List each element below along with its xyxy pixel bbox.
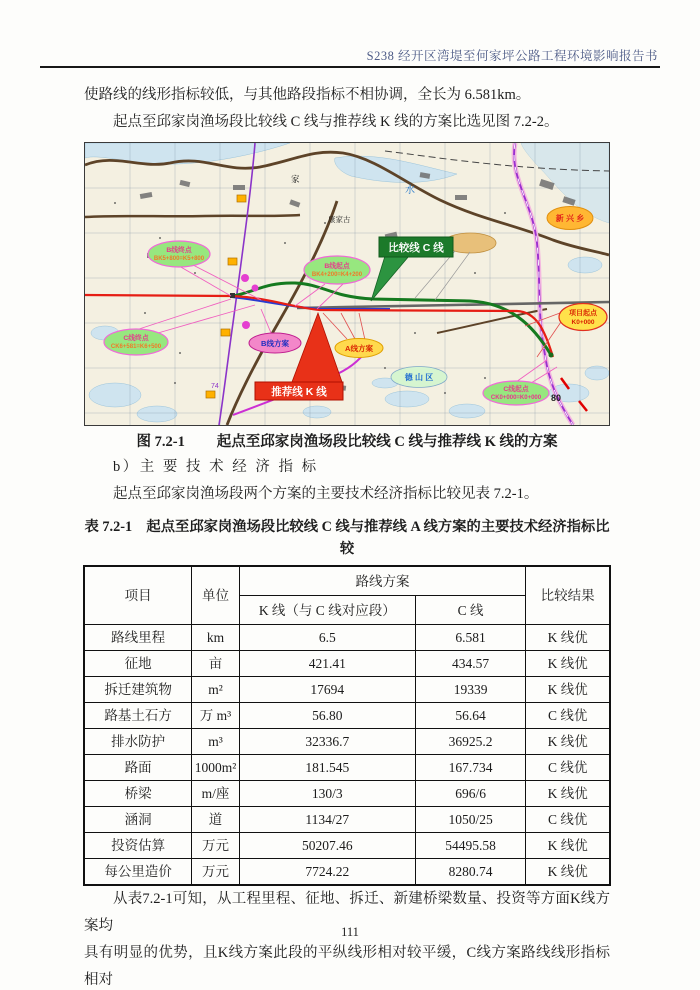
map-label-jia: 家 <box>291 174 300 184</box>
cell-c: 8280.74 <box>415 859 525 886</box>
cell-unit: m³ <box>192 729 239 755</box>
table-row <box>84 651 610 677</box>
cell-c: 6.581 <box>415 625 525 651</box>
cell-item: 投资估算 <box>84 833 192 859</box>
cell-unit: m/座 <box>192 781 239 807</box>
col-header-plan-group: 路线方案 <box>239 566 526 596</box>
svg-text:B线终点: B线终点 <box>166 247 192 254</box>
junction-east <box>549 353 554 358</box>
map-label-74: 74 <box>211 383 219 390</box>
col-header-item: 项目 <box>84 566 192 625</box>
svg-text:德 山 区: 德 山 区 <box>404 373 434 382</box>
header-rule <box>40 66 660 68</box>
paragraph-1: 使路线的线形指标较低，与其他路段指标不相协调，全长为 6.581km。 <box>84 87 531 103</box>
cell-c: 36925.2 <box>415 729 525 755</box>
cell-c: 1050/25 <box>415 807 525 833</box>
cell-item: 征地 <box>84 651 192 677</box>
cell-k: 32336.7 <box>239 729 415 755</box>
cell-result: C 线优 <box>526 755 610 781</box>
callout-xinxing <box>547 207 593 230</box>
comparison-table <box>83 565 611 886</box>
cell-unit: 亩 <box>192 651 239 677</box>
callout-b-start <box>304 256 370 284</box>
cell-unit: 1000m² <box>192 755 239 781</box>
paragraph-2: 起点至邱家岗渔场段比较线 C 线与推荐线 K 线的方案比选见图 7.2-2。 <box>113 114 559 130</box>
cell-unit: 万元 <box>192 859 239 886</box>
col-header-c-line: C 线 <box>415 596 525 625</box>
cell-result: K 线优 <box>526 859 610 886</box>
route-map-svg <box>85 143 609 425</box>
callout-deshan <box>391 367 447 388</box>
figure-caption-text: 起点至邱家岗渔场段比较线 C 线与推荐线 K 线的方案 <box>216 434 558 450</box>
table-row <box>84 807 610 833</box>
cell-k: 56.80 <box>239 703 415 729</box>
svg-text:项目起点: 项目起点 <box>569 310 597 317</box>
paragraph-3: b）主 要 技 术 经 济 指 标 <box>113 459 319 475</box>
table-row <box>84 833 610 859</box>
cell-result: C 线优 <box>526 703 610 729</box>
cell-c: 696/6 <box>415 781 525 807</box>
cell-result: C 线优 <box>526 807 610 833</box>
col-header-result: 比较结果 <box>526 566 610 625</box>
cell-c: 19339 <box>415 677 525 703</box>
figure-map <box>84 142 610 426</box>
banner-c-label: 比较线 C 线 <box>388 242 444 254</box>
map-label-kangjiagu: 康家古 <box>328 215 351 224</box>
cell-result: K 线优 <box>526 625 610 651</box>
col-header-k-line: K 线（与 C 线对应段） <box>239 596 415 625</box>
cell-k: 6.5 <box>239 625 415 651</box>
cell-c: 167.734 <box>415 755 525 781</box>
svg-text:B线方案: B线方案 <box>261 339 289 348</box>
cell-unit: 道 <box>192 807 239 833</box>
table-row <box>84 703 610 729</box>
figure-caption-label: 图 7.2-1 <box>136 434 185 450</box>
cell-result: K 线优 <box>526 781 610 807</box>
table-row <box>84 729 610 755</box>
svg-text:BK5+800=K5+800: BK5+800=K5+800 <box>153 256 205 262</box>
table-row <box>84 859 610 886</box>
cell-c: 434.57 <box>415 651 525 677</box>
cell-item: 路面 <box>84 755 192 781</box>
map-label-80: 80 <box>551 393 562 403</box>
svg-text:A线方案: A线方案 <box>345 344 373 353</box>
cell-result: K 线优 <box>526 729 610 755</box>
cell-result: K 线优 <box>526 833 610 859</box>
table-row <box>84 677 610 703</box>
table-title: 表 7.2-1 起点至邱家岗渔场段比较线 C 线与推荐线 A 线方案的主要技术经济指标比较 <box>84 519 610 557</box>
cell-item: 路线里程 <box>84 625 192 651</box>
cell-result: K 线优 <box>526 677 610 703</box>
map-label-shui: 水 <box>405 185 415 196</box>
svg-text:新 兴 乡: 新 兴 乡 <box>555 214 585 223</box>
cell-c: 54495.58 <box>415 833 525 859</box>
callout-b-end <box>148 241 210 267</box>
cell-item: 每公里造价 <box>84 859 192 886</box>
col-header-unit: 单位 <box>192 566 239 625</box>
cell-result: K 线优 <box>526 651 610 677</box>
svg-text:BK4+200=K4+200: BK4+200=K4+200 <box>311 272 363 278</box>
cell-k: 7724.22 <box>239 859 415 886</box>
cell-item: 路基土石方 <box>84 703 192 729</box>
callout-c-end <box>104 329 168 355</box>
cell-k: 50207.46 <box>239 833 415 859</box>
paragraph-4: 起点至邱家岗渔场段两个方案的主要技术经济指标比较见表 7.2-1。 <box>113 486 539 502</box>
page-header-title: S238 经开区湾堤至何家坪公路工程环境影响报告书 <box>366 49 658 63</box>
cell-unit: 万 m³ <box>192 703 239 729</box>
callout-b-plan <box>249 333 301 353</box>
callout-c-start <box>483 381 549 405</box>
page-number: 111 <box>341 925 359 939</box>
cell-item: 排水防护 <box>84 729 192 755</box>
callout-a-plan <box>335 339 383 358</box>
cell-k: 1134/27 <box>239 807 415 833</box>
cell-k: 130/3 <box>239 781 415 807</box>
table-row <box>84 781 610 807</box>
table-row <box>84 755 610 781</box>
svg-text:CK6+581=K6+500: CK6+581=K6+500 <box>110 344 162 350</box>
callout-proj-start <box>559 304 607 331</box>
cell-c: 56.64 <box>415 703 525 729</box>
cell-k: 181.545 <box>239 755 415 781</box>
cell-item: 涵洞 <box>84 807 192 833</box>
cell-k: 17694 <box>239 677 415 703</box>
cell-unit: 万元 <box>192 833 239 859</box>
figure-caption <box>84 430 610 454</box>
cell-item: 桥梁 <box>84 781 192 807</box>
table-row <box>84 625 610 651</box>
svg-text:B线起点: B线起点 <box>324 263 350 270</box>
svg-text:C线起点: C线起点 <box>503 386 529 393</box>
cell-k: 421.41 <box>239 651 415 677</box>
svg-text:C线终点: C线终点 <box>123 335 149 342</box>
table-body <box>84 625 610 886</box>
cell-unit: km <box>192 625 239 651</box>
page-content <box>84 82 610 990</box>
banner-k-label: 推荐线 K 线 <box>271 386 327 398</box>
cell-unit: m² <box>192 677 239 703</box>
svg-text:K0+000: K0+000 <box>571 319 595 326</box>
svg-text:CK0+000=K0+000: CK0+000=K0+000 <box>490 395 542 401</box>
cell-item: 拆迁建筑物 <box>84 677 192 703</box>
paragraph-5: 从表7.2-1可知，从工程里程、征地、拆迁、新建桥梁数量、投资等方面K线方案均 具有明显的优势，且K线方案此段的平纵线形相对较平缓，C线方案路线线形指标相对 <box>84 891 610 988</box>
